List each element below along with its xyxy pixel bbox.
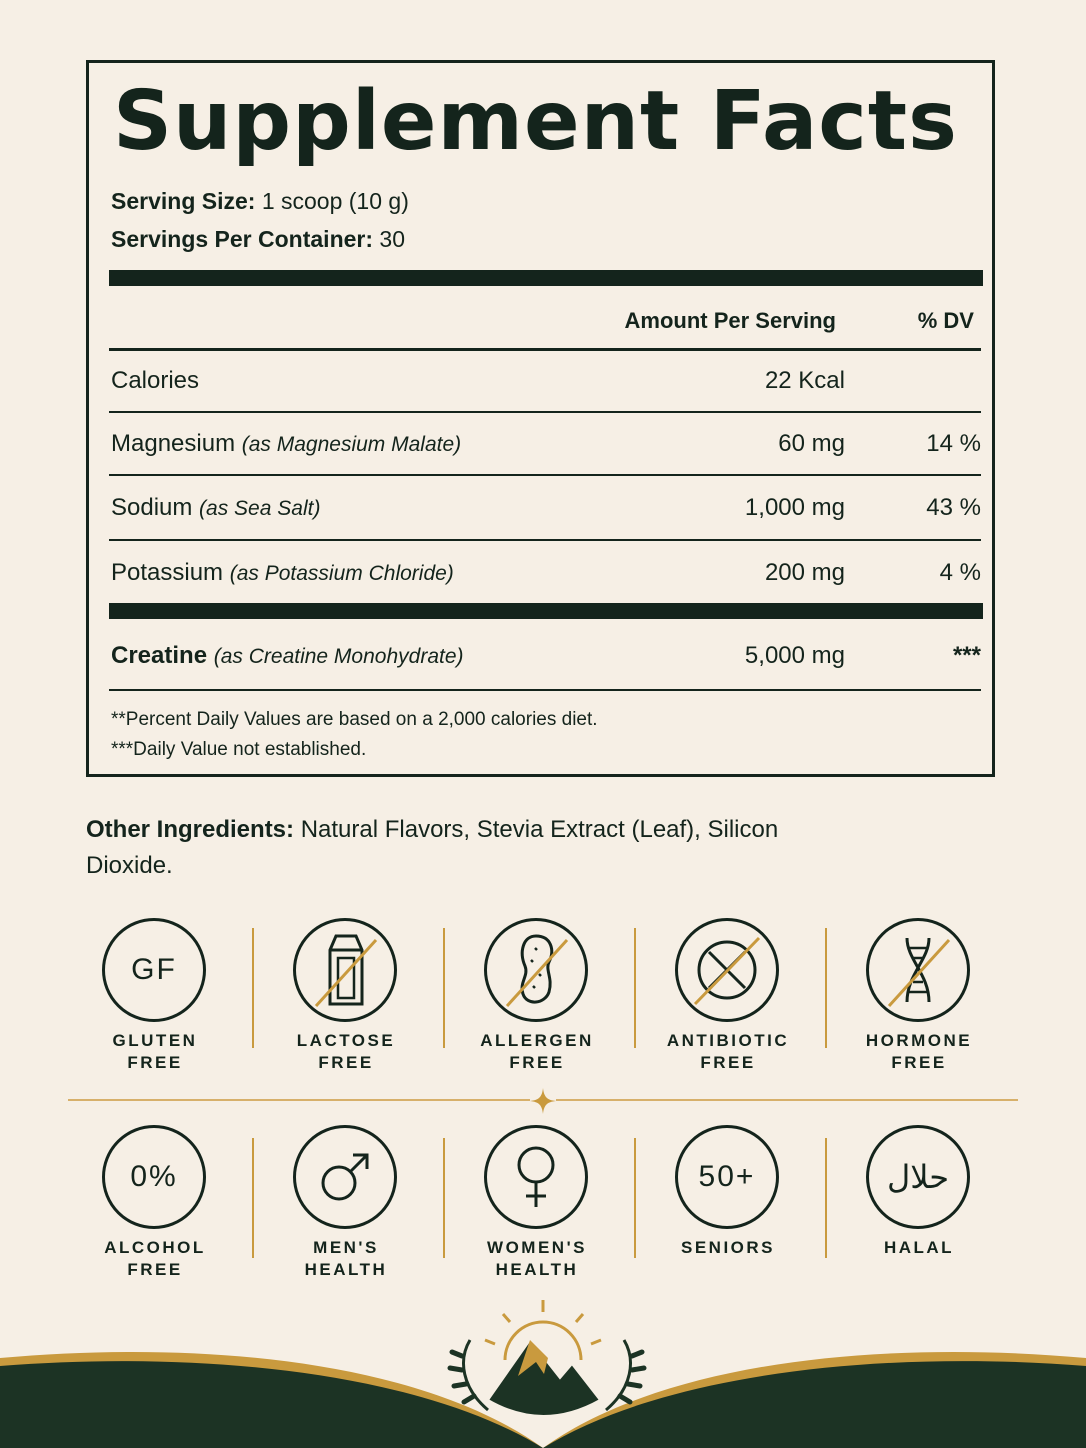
- nutrient-name: Calories: [111, 367, 200, 394]
- seniors-icon: 50+: [675, 1125, 779, 1229]
- badge-lactose-free: [251, 918, 441, 1088]
- badge-separator: [634, 928, 636, 1048]
- serving-size-value: 1 scoop (10 g): [255, 188, 409, 214]
- badge-separator: [634, 1138, 636, 1258]
- female-symbol-icon: [484, 1125, 588, 1229]
- badge-antibiotic-free: [633, 918, 823, 1088]
- lactose-free-icon: [293, 918, 397, 1022]
- badge-label: SENIORS: [680, 1238, 776, 1257]
- servings-value: 30: [373, 226, 406, 252]
- badge-separator: [443, 928, 445, 1048]
- divider: [109, 474, 981, 476]
- servings-label: Servings Per Container:: [111, 226, 374, 252]
- antibiotic-free-icon: [675, 918, 779, 1022]
- nutrient-name: Potassium (as Potassium Chloride): [111, 559, 454, 586]
- badges-row-suitable-for: [60, 1125, 1030, 1295]
- badge-halal: [824, 1125, 1014, 1295]
- badge-label: ALCOHOL FREE: [104, 1238, 206, 1279]
- badge-label: WOMEN'S HEALTH: [487, 1238, 587, 1279]
- other-ingredients: [86, 812, 846, 884]
- badge-gluten-free: [60, 918, 250, 1088]
- nutrient-dv: 4 %: [939, 559, 981, 586]
- badge-alcohol-free: [60, 1125, 250, 1295]
- halal-icon: حلال: [866, 1125, 970, 1229]
- supplement-facts-panel: [86, 60, 995, 777]
- col-amount-header: Amount Per Serving: [624, 308, 836, 333]
- nutrient-name: Magnesium (as Magnesium Malate): [111, 430, 462, 457]
- col-dv-header: % DV: [917, 308, 974, 333]
- badge-label: HORMONE FREE: [865, 1031, 973, 1072]
- serving-size: [111, 190, 409, 213]
- nutrient-amount: 200 mg: [764, 559, 845, 586]
- divider: [109, 689, 981, 691]
- divider: [109, 539, 981, 541]
- badge-mens-health: [251, 1125, 441, 1295]
- badge-separator: [825, 1138, 827, 1258]
- badge-label: HALAL: [883, 1238, 955, 1257]
- nutrient-row-potassium: [109, 543, 981, 603]
- nutrient-amount: 22 Kcal: [764, 367, 845, 394]
- nutrient-dv: 14 %: [926, 430, 981, 457]
- mountain-logo-icon: [450, 1300, 644, 1416]
- thick-divider: [109, 270, 983, 286]
- badge-hormone-free: [824, 918, 1014, 1088]
- badge-separator: [443, 1138, 445, 1258]
- badge-separator: [252, 928, 254, 1048]
- thick-divider: [109, 603, 983, 619]
- nutrient-row-calories: [109, 351, 981, 411]
- badge-label: MEN'S HEALTH: [304, 1238, 388, 1279]
- allergen-free-icon: [484, 918, 588, 1022]
- nutrient-row-magnesium: [109, 414, 981, 474]
- badge-label: ANTIBIOTIC FREE: [666, 1031, 790, 1072]
- badge-allergen-free: [442, 918, 632, 1088]
- nutrient-amount: 60 mg: [778, 430, 845, 457]
- badge-separator: [825, 928, 827, 1048]
- badge-seniors: [633, 1125, 823, 1295]
- other-ingredients-text: Natural Flavors, Stevia Extract (Leaf), Silicon Dioxide.: [86, 816, 779, 879]
- nutrient-name: Sodium (as Sea Salt): [111, 494, 321, 521]
- other-ingredients-label: Other Ingredients:: [86, 816, 295, 843]
- footer-banner: [0, 1300, 1086, 1448]
- male-symbol-icon: [293, 1125, 397, 1229]
- alcohol-free-icon: 0%: [102, 1125, 206, 1229]
- badge-label: GLUTEN FREE: [112, 1031, 198, 1072]
- nutrient-amount: 1,000 mg: [744, 494, 845, 521]
- nutrient-row-creatine: [109, 626, 981, 686]
- badge-label: LACTOSE FREE: [296, 1031, 396, 1072]
- servings-per-container: [111, 228, 405, 251]
- nutrient-row-sodium: [109, 478, 981, 538]
- badge-separator: [252, 1138, 254, 1258]
- nutrient-name: Creatine (as Creatine Monohydrate): [111, 642, 464, 669]
- facts-title: Supplement Facts: [113, 74, 958, 169]
- badges-row-free-from: [60, 918, 1030, 1088]
- footnote-daily-values: **Percent Daily Values are based on a 2,000 calories diet.: [111, 709, 598, 730]
- badge-womens-health: [442, 1125, 632, 1295]
- badge-label: ALLERGEN FREE: [480, 1031, 594, 1072]
- nutrient-dv: ***: [952, 642, 981, 669]
- divider: [109, 411, 981, 413]
- nutrient-dv: 43 %: [926, 494, 981, 521]
- hormone-free-icon: [866, 918, 970, 1022]
- nutrient-amount: 5,000 mg: [744, 642, 845, 669]
- sparkle-icon: [530, 1088, 556, 1114]
- serving-size-label: Serving Size:: [111, 188, 256, 214]
- footnote-not-established: ***Daily Value not established.: [111, 739, 367, 760]
- gluten-free-icon: GF: [102, 918, 206, 1022]
